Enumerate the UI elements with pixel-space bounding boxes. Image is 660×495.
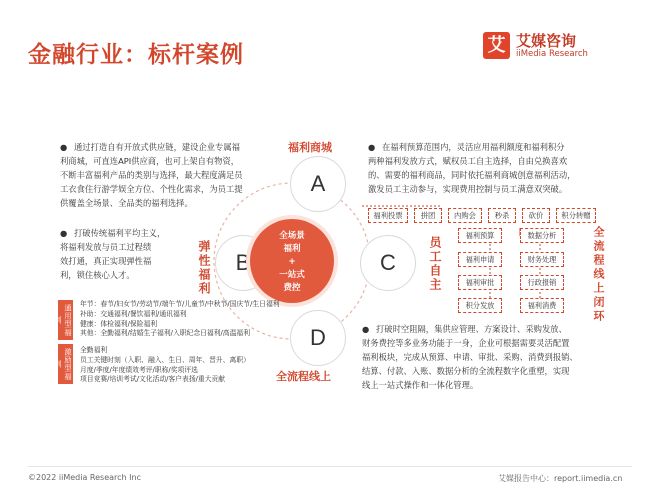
general-item: 健康：体检福利/保险福利 (80, 319, 158, 328)
flow-reimburse: 行政报销 (520, 275, 564, 290)
tag-vote: 福利投票 (368, 208, 408, 223)
para-b-line: 效打通，真正实现弹性福 (60, 256, 152, 266)
general-welfare-list (80, 300, 280, 339)
flow-consume: 福利消费 (520, 298, 564, 313)
para-c-line: ● 在福利预算范围内，灵活应用福利额度和福利积分 (368, 142, 565, 152)
para-a-line: ● 通过打造自有开放式供应链，建设企业专属福 (60, 142, 240, 152)
incentive-item: 全勤福利 (80, 346, 108, 354)
para-d-line: 福利板块，完成从预算、申请、审批、采购、消费到报销、 (362, 352, 578, 362)
circle-a: A (290, 156, 346, 212)
center-line-4: 一站式 (279, 270, 305, 280)
incentive-item: 员工关键时刻（入职、融入、生日、周年、晋升、离职） (80, 355, 250, 364)
para-c-line: 两种福利发放方式，赋权员工自主选择，自由兑换喜欢 (368, 156, 568, 166)
logo-cn-text: 艾媒咨询 (516, 32, 577, 50)
circle-c: C (360, 235, 416, 291)
flow-apply: 福利申请 (458, 252, 502, 267)
tag-general-welfare: 通用型福利 (58, 300, 73, 340)
tag-points-transfer: 积分转赠 (556, 208, 596, 223)
logo-mark: 艾 (483, 32, 510, 59)
tag-internal-sale: 内购会 (448, 208, 482, 223)
para-d-line: 财务费控等多业务功能于一身，企业可根据需要灵活配置 (362, 338, 570, 348)
paragraph-b (60, 226, 190, 282)
para-b-line: 将福利发放与员工过程绩 (60, 242, 152, 252)
tag-group-buy: 拼团 (414, 208, 442, 223)
label-employee-autonomy: 员工自主 (428, 236, 442, 292)
flow-budget: 福利预算 (458, 228, 502, 243)
center-line-5: 费控 (283, 283, 301, 293)
label-closed-loop: 全流程线上闭环 (592, 226, 605, 324)
center-line-3: + (288, 257, 296, 267)
paragraph-a (60, 140, 275, 210)
para-a-line: 不断丰富福利产品的类别与选择，最大程度满足员 (60, 170, 243, 180)
paragraph-c (368, 140, 608, 196)
flow-approve: 福利审批 (458, 275, 502, 290)
incentive-item: 月度/季度/年度绩效考评/职称/奖项评选 (80, 365, 198, 374)
tag-flash-sale: 秒杀 (488, 208, 516, 223)
para-c-line: 激发员工主动参与，实现费用控制与员工满意双突破。 (368, 184, 568, 194)
tag-bargain: 砍价 (522, 208, 550, 223)
circle-d: D (290, 310, 346, 366)
incentive-item: 项目竞赛/培训考试/文化活动/客户表扬/重大贡献 (80, 375, 226, 384)
para-b-line: 利，锁住核心人才。 (60, 270, 135, 280)
label-flexible-welfare: 弹性福利 (197, 240, 211, 296)
para-d-line: 线上一站式操作和一体化管理。 (362, 380, 479, 390)
circle-b: B (215, 235, 271, 291)
para-c-line: 的、需要的福利商品，同时依托福利商城创意福利活动， (368, 170, 576, 180)
tag-incentive-welfare: 激励型福利 (58, 344, 73, 384)
flow-finance: 财务处理 (520, 252, 564, 267)
center-line-2: 福利 (283, 244, 301, 254)
label-full-process-online: 全流程线上 (276, 370, 331, 383)
flow-data-analysis: 数据分析 (520, 228, 564, 243)
footer-copyright: ©2022 iiMedia Research Inc (28, 473, 141, 482)
logo-en-text: iiMedia Research (516, 49, 588, 59)
general-item: 补助：交通福利/餐饮福利/通讯福利 (80, 309, 187, 318)
center-line-1: 全场景 (279, 231, 305, 241)
flow-points-issue: 积分发放 (458, 298, 502, 313)
footer-divider (28, 466, 632, 467)
para-a-line: 利商城，可直连API供应商，也可上架自有物资， (60, 156, 240, 166)
para-a-line: 工衣食住行游学娱全方位、个性化需求，为员工提 (60, 184, 243, 194)
para-d-line: 结算、付款、入账、数据分析的全流程数字化重塑，实现 (362, 366, 570, 376)
center-circle (250, 219, 334, 303)
page-title: 金融行业：标杆案例 (28, 42, 244, 68)
paragraph-d (362, 322, 612, 392)
general-item: 年节：春节/妇女节/劳动节/端午节/儿童节/中秋节/国庆节/生日福利 (80, 300, 280, 308)
para-a-line: 供覆盖全场景、全品类的福利选择。 (60, 198, 193, 208)
label-welfare-mall: 福利商城 (288, 141, 332, 154)
footer-report-center: 艾媒报告中心：report.iimedia.cn (498, 474, 623, 483)
general-item: 其他：全勤福利/结婚生子福利/入职纪念日福利/高温福利 (80, 329, 250, 338)
para-d-line: ● 打破时空阻隔，集供应管理、方案设计、采购发放、 (362, 324, 567, 334)
incentive-welfare-list (80, 346, 250, 385)
para-b-line: ● 打破传统福利平均主义， (60, 228, 166, 238)
